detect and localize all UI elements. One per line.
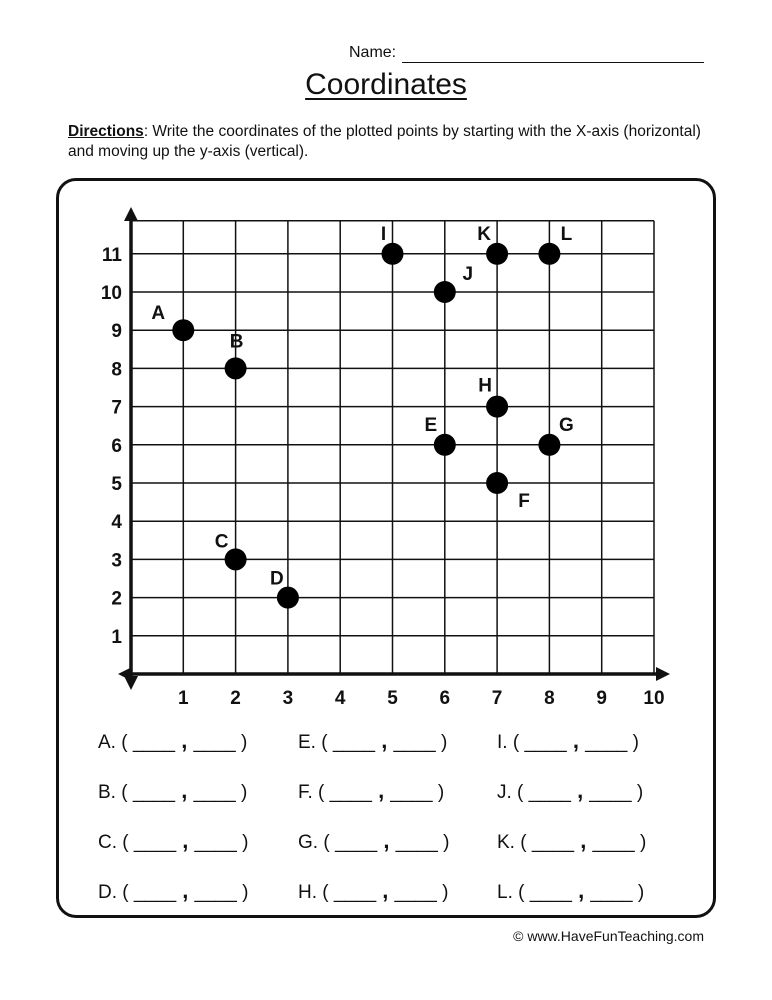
point-label-b: B xyxy=(229,331,244,353)
comma: , xyxy=(176,828,195,853)
y-blank[interactable]: ____ xyxy=(193,782,236,803)
comma: , xyxy=(566,728,586,753)
y-tick-label: 6 xyxy=(111,435,122,457)
y-blank[interactable]: ____ xyxy=(194,882,237,903)
y-blank[interactable]: ____ xyxy=(592,832,635,853)
answer-label: G. ( xyxy=(298,832,335,853)
x-tick-label: 2 xyxy=(230,688,241,709)
answer-label: F. ( xyxy=(298,782,330,803)
point-k xyxy=(486,243,508,265)
x-tick-label: 4 xyxy=(334,688,346,709)
point-label-l: L xyxy=(560,223,573,245)
comma: , xyxy=(570,778,590,803)
x-blank[interactable]: ____ xyxy=(132,782,176,803)
x-tick-label: 10 xyxy=(643,688,665,709)
y-tick-label: 8 xyxy=(111,359,122,381)
y-blank[interactable]: ____ xyxy=(394,882,437,903)
answer-label: C. ( xyxy=(98,832,134,853)
answer-label: H. ( xyxy=(298,882,334,903)
y-blank[interactable]: ____ xyxy=(590,882,633,903)
x-tick-label: 3 xyxy=(282,688,294,709)
close-paren: ) xyxy=(632,882,645,903)
x-blank[interactable]: ____ xyxy=(133,882,177,903)
comma: , xyxy=(572,878,591,903)
comma: , xyxy=(574,828,593,853)
close-paren: ) xyxy=(236,832,249,853)
x-blank[interactable]: ____ xyxy=(531,832,575,853)
close-paren: ) xyxy=(432,782,445,803)
y-blank[interactable]: ____ xyxy=(194,832,237,853)
answer-row[interactable] xyxy=(497,828,646,854)
x-blank[interactable]: ____ xyxy=(132,732,176,753)
answer-label: A. ( xyxy=(98,732,133,753)
point-e xyxy=(434,434,456,456)
point-label-h: H xyxy=(478,375,492,397)
y-blank[interactable]: ____ xyxy=(393,732,436,753)
x-blank[interactable]: ____ xyxy=(528,782,571,803)
x-tick-label: 8 xyxy=(544,688,555,709)
y-axis-top-arrow xyxy=(124,207,138,221)
close-paren: ) xyxy=(235,732,248,753)
y-tick-label: 9 xyxy=(111,321,122,343)
x-tick-label: 7 xyxy=(491,688,503,709)
x-blank[interactable]: ____ xyxy=(329,782,372,803)
answer-row[interactable] xyxy=(298,778,444,804)
comma: , xyxy=(375,728,394,753)
close-paren: ) xyxy=(627,732,639,753)
point-label-d: D xyxy=(270,568,284,590)
comma: , xyxy=(371,778,391,803)
point-label-g: G xyxy=(559,414,574,436)
answer-label: D. ( xyxy=(98,882,134,903)
comma: , xyxy=(175,778,194,803)
point-b xyxy=(225,357,247,379)
y-blank[interactable]: ____ xyxy=(589,782,632,803)
y-axis-bottom-arrow xyxy=(124,676,138,690)
answer-row[interactable] xyxy=(497,878,644,904)
y-tick-label: 1 xyxy=(111,626,122,648)
answer-label: L. ( xyxy=(497,882,530,903)
x-blank[interactable]: ____ xyxy=(333,882,377,903)
point-label-e: E xyxy=(424,414,438,436)
point-g xyxy=(538,434,560,456)
point-h xyxy=(486,396,508,418)
name-label: Name: xyxy=(349,44,397,61)
y-tick-label: 11 xyxy=(101,244,122,266)
close-paren: ) xyxy=(634,832,647,853)
answer-label: B. ( xyxy=(98,782,133,803)
y-tick-label: 4 xyxy=(111,512,122,534)
y-blank[interactable]: ____ xyxy=(395,832,438,853)
close-paren: ) xyxy=(436,882,449,903)
x-blank[interactable]: ____ xyxy=(133,832,177,853)
answer-row[interactable] xyxy=(497,728,639,754)
answer-label: E. ( xyxy=(298,732,333,753)
point-j xyxy=(434,281,456,303)
x-blank[interactable]: ____ xyxy=(332,732,376,753)
point-a xyxy=(172,319,194,341)
x-axis-right-arrow xyxy=(656,667,670,681)
directions-text: : Write the coordinates of the plotted points by starting with the X-axis (horizontal) and moving up the y-axis (vertical). xyxy=(68,123,701,160)
x-tick-label: 9 xyxy=(596,688,607,709)
y-blank[interactable]: ____ xyxy=(585,732,628,753)
point-i xyxy=(382,243,404,265)
point-label-k: K xyxy=(477,223,491,245)
comma: , xyxy=(175,728,194,753)
x-tick-label: 6 xyxy=(439,688,451,709)
answer-row[interactable] xyxy=(298,828,449,854)
point-label-i: I xyxy=(380,223,387,245)
answer-row[interactable] xyxy=(298,878,448,904)
answer-row[interactable] xyxy=(298,728,447,754)
answer-label: J. ( xyxy=(497,782,529,803)
point-f xyxy=(486,472,508,494)
point-label-a: A xyxy=(151,303,166,325)
answer-row[interactable] xyxy=(98,828,248,854)
close-paren: ) xyxy=(435,732,448,753)
page-title: Coordinates xyxy=(305,68,467,101)
close-paren: ) xyxy=(235,782,248,803)
comma: , xyxy=(376,878,395,903)
point-l xyxy=(538,243,560,265)
directions-label: Directions xyxy=(68,123,144,140)
close-paren: ) xyxy=(437,832,450,853)
answer-label: K. ( xyxy=(497,832,532,853)
point-label-c: C xyxy=(214,531,229,553)
y-tick-label: 3 xyxy=(111,550,122,572)
point-label-f: F xyxy=(518,491,530,512)
close-paren: ) xyxy=(236,882,249,903)
x-tick-label: 5 xyxy=(387,688,398,709)
y-tick-label: 2 xyxy=(111,588,122,610)
comma: , xyxy=(377,828,396,853)
y-blank[interactable]: ____ xyxy=(390,782,433,803)
close-paren: ) xyxy=(631,782,644,803)
y-tick-label: 7 xyxy=(111,397,122,419)
point-label-j: J xyxy=(462,264,474,285)
point-d xyxy=(277,587,299,609)
x-blank[interactable]: ____ xyxy=(529,882,573,903)
y-tick-label: 5 xyxy=(111,474,122,495)
copyright-footer: © www.HaveFunTeaching.com xyxy=(513,928,704,944)
answer-row[interactable] xyxy=(98,728,247,754)
answer-row[interactable] xyxy=(497,778,643,804)
answer-row[interactable] xyxy=(98,778,247,804)
y-blank[interactable]: ____ xyxy=(193,732,236,753)
answer-row[interactable] xyxy=(98,878,248,904)
x-tick-label: 1 xyxy=(178,688,189,709)
y-tick-label: 10 xyxy=(100,283,122,304)
x-blank[interactable]: ____ xyxy=(524,732,567,753)
answer-label: I. ( xyxy=(497,732,525,753)
comma: , xyxy=(176,878,195,903)
x-blank[interactable]: ____ xyxy=(334,832,378,853)
